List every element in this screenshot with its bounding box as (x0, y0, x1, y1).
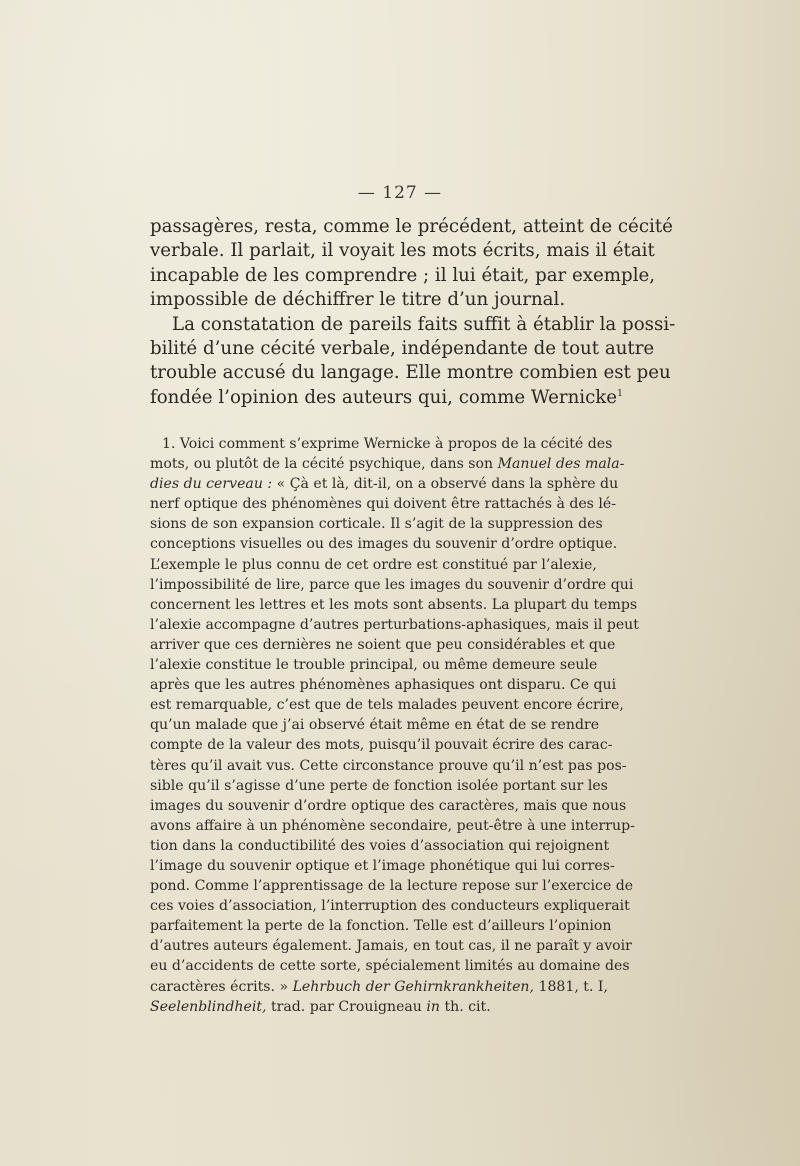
footnote-line: conceptions visuelles ou des images du souvenir d’ordre optique. (150, 536, 618, 553)
book-title-italic: Manuel des mala- (497, 456, 625, 473)
body-line: verbale. Il parlait, il voyait les mots écrits, mais il était (150, 240, 655, 262)
footnote-line: nerf optique des phénomènes qui doivent être rattachés à des lé- (150, 496, 617, 513)
latin-in-italic: in (426, 998, 440, 1015)
body-line: passagères, resta, comme le précédent, atteint de cécité (150, 216, 673, 237)
body-line: La constatation de pareils faits suffit à établir la possi- (172, 313, 676, 335)
footnote-text: caractères écrits. » (150, 978, 293, 995)
footnote-line: pond. Comme l’apprentissage de la lecture repose sur l’exercice de (150, 878, 634, 895)
body-line: trouble accusé du langage. Elle montre combien est peu (150, 362, 671, 384)
footnote-line: l’alexie constitue le trouble principal, ou même demeure seule (150, 657, 598, 674)
footnote-line: compte de la valeur des mots, puisqu’il pouvait écrire des carac- (150, 737, 613, 754)
book-title-italic: dies du cerveau : (150, 476, 273, 493)
body-line: bilité d’une cécité verbale, indépendante de tout autre (150, 338, 655, 360)
footnote-marker: 1 (617, 388, 623, 399)
footnote-line (150, 474, 619, 494)
footnote (150, 434, 639, 1017)
chapter-title-italic: Seelenblindheit, (150, 998, 267, 1015)
footnote-line: l’alexie accompagne d’autres perturbations-aphasiques, mais il peut (150, 616, 639, 633)
footnote-line: parfaitement la perte de la fonction. Telle est d’ailleurs l’opinion (150, 918, 612, 935)
footnote-line: arriver que ces dernières ne soient que peu considérables et que (150, 636, 616, 653)
footnote-line: est remarquable, c’est que de tels malades peuvent encore écrire, (150, 697, 624, 714)
body-line: incapable de les comprendre ; il lui était, par exemple, (150, 264, 656, 286)
footnote-line: concernent les lettres et les mots sont absents. La plupart du temps (150, 596, 638, 613)
footnote-line: avons affaire à un phénomène secondaire, peut-être à une interrup- (150, 817, 635, 834)
footnote-line: L’exemple le plus connu de cet ordre est constitué par l’alexie, (150, 556, 597, 573)
footnote-text: mots, ou plutôt de la cécité psychique, dans son (150, 456, 498, 473)
footnote-line (150, 977, 608, 997)
main-paragraph (150, 215, 676, 410)
footnote-line: sions de son expansion corticale. Il s’agit de la suppression des (150, 516, 603, 533)
footnote-line: eu d’accidents de cette sorte, spécialement limités au domaine des (150, 958, 630, 975)
footnote-text: th. cit. (439, 998, 491, 1015)
footnote-line: sible qu’il s’agisse d’une perte de fonction isolée portant sur les (150, 777, 608, 794)
footnote-line: l’impossibilité de lire, parce que les images du souvenir d’ordre qui (150, 576, 634, 593)
footnote-text: « Çà et là, dit-il, on a observé dans la sphère du (272, 476, 619, 493)
footnote-line: images du souvenir d’ordre optique des caractères, mais que nous (150, 797, 627, 814)
footnote-line: ces voies d’association, l’interruption des conducteurs expliquerait (150, 898, 630, 915)
footnote-line (150, 997, 596, 1017)
footnote-line: tères qu’il avait vus. Cette circonstance prouve qu’il n’est pas pos- (150, 757, 627, 774)
footnote-line: d’autres auteurs également. Jamais, en tout cas, il ne paraît y avoir (150, 938, 632, 955)
footnote-line: l’image du souvenir optique et l’image phonétique qui lui corres- (150, 857, 615, 874)
footnote-line (150, 454, 625, 474)
footnote-line: qu’un malade que j’ai observé était même en état de se rendre (150, 717, 600, 734)
body-line-with-footnote-ref (150, 386, 623, 410)
body-line-text: fondée l’opinion des auteurs qui, comme Wernicke (150, 386, 618, 408)
page-number: — 127 — (357, 183, 443, 203)
footnote-line: tion dans la conductibilité des voies d’association qui rejoignent (150, 837, 610, 854)
footnote-text: trad. par Crouigneau (266, 998, 427, 1015)
footnote-text: 1881, t. I, (534, 978, 608, 995)
footnote-line: après que les autres phénomènes aphasiques ont disparu. Ce qui (150, 677, 617, 694)
book-title-italic: Lehrbuch der Gehirnkrankheiten, (292, 978, 534, 995)
body-line: impossible de déchiffrer le titre d’un journal. (150, 289, 566, 311)
footnote-line: 1. Voici comment s’exprime Wernicke à propos de la cécité des (162, 436, 613, 452)
